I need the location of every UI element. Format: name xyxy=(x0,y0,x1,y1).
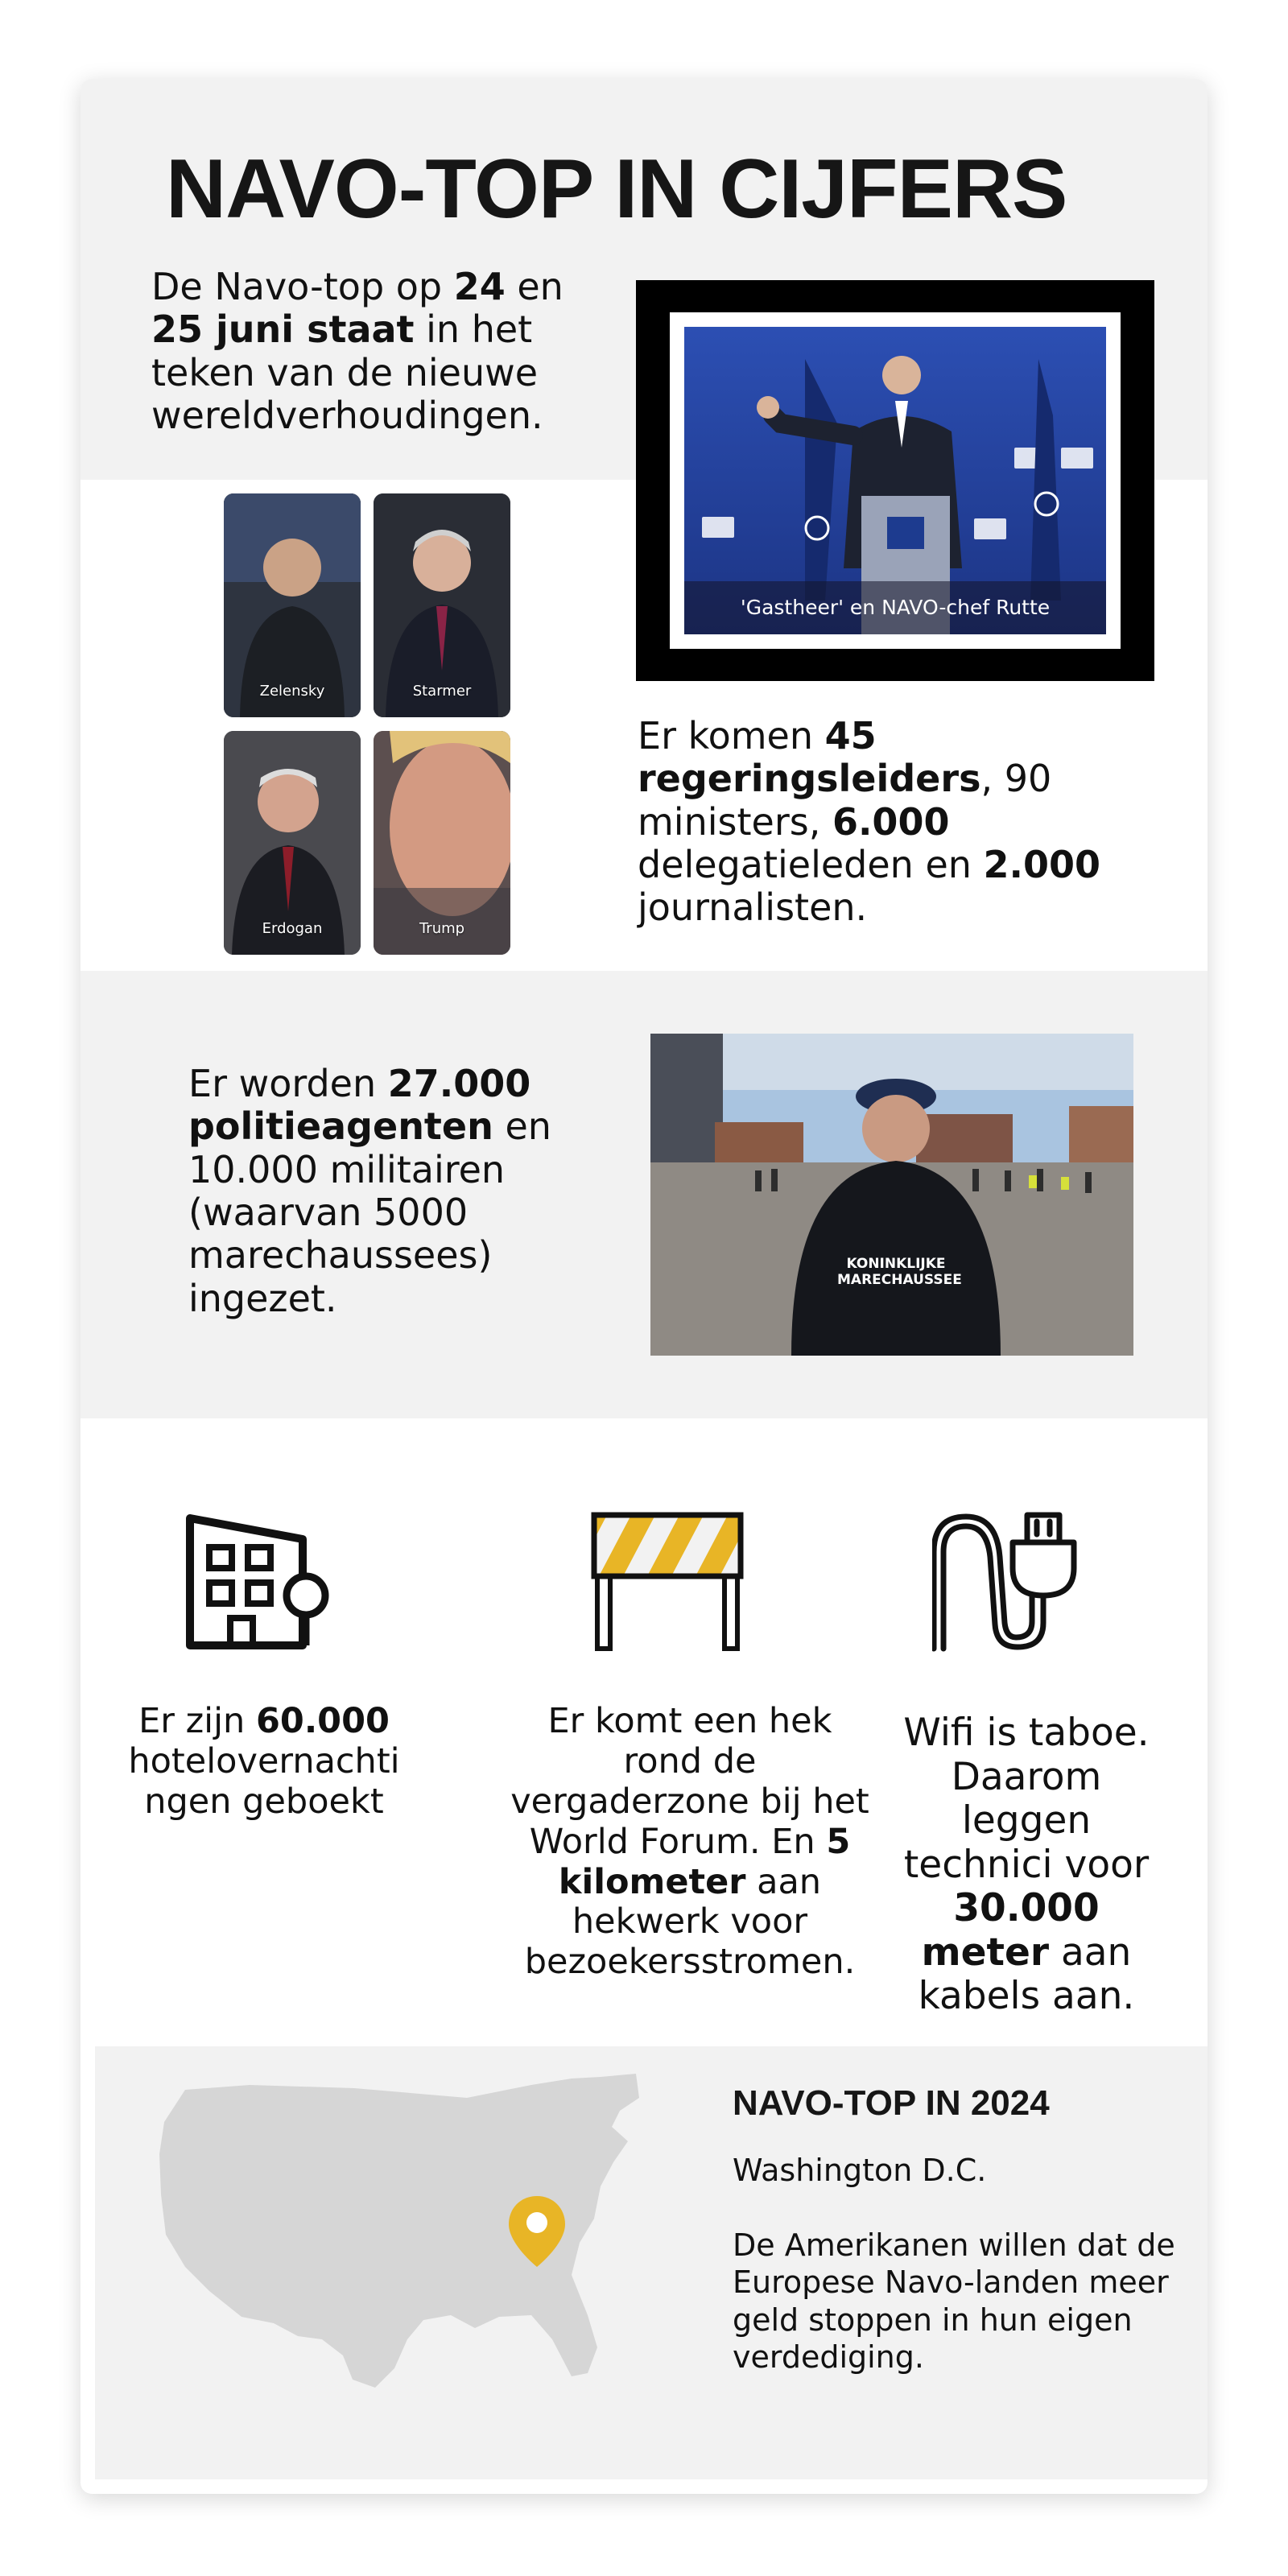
cable-plug-icon xyxy=(932,1512,1085,1660)
jacket-text: KONINKLIJKE MARECHAUSSEE xyxy=(837,1256,962,1289)
portrait-zelensky xyxy=(224,493,361,717)
marechaussee-illustration xyxy=(650,1034,1133,1356)
photo-caption: 'Gastheer' en NAVO-chef Rutte xyxy=(684,581,1106,634)
portrait-trump xyxy=(374,731,510,955)
summit-2024-description: De Amerikanen willen dat de Europese Navo-landen meer geld stoppen in hun eigen verdediging. xyxy=(733,2227,1175,2376)
portrait-name: Starmer xyxy=(412,683,472,700)
stat-fence: Er komt een hek rond de vergaderzone bij het World Forum. En 5 kilometer aan hekwerk voor bezoekersstromen. xyxy=(510,1701,869,1983)
security-text: Er worden 27.000 politieagenten en 10.000 militairen (waarvan 5000 marechaussees) ingezet. xyxy=(188,1062,551,1320)
photo-marechaussee xyxy=(650,1034,1133,1356)
usa-map-shape xyxy=(153,2074,668,2396)
summit-2024-title: NAVO-TOP IN 2024 xyxy=(733,2083,1050,2123)
portrait-name: Erdogan xyxy=(262,920,323,937)
barrier-icon xyxy=(591,1512,744,1656)
page-title: NAVO-TOP IN CIJFERS xyxy=(166,142,1067,236)
location-pin-icon xyxy=(507,2194,567,2272)
stat-wifi: Wifi is taboe. Daarom leggen technici voor 30.000 meter aan kabels aan. xyxy=(903,1711,1150,2019)
portrait-starmer xyxy=(374,493,510,717)
photo-rutte-frame xyxy=(636,280,1154,681)
attendance-text: Er komen 45 regeringsleiders, 90 ministers, 6.000 delegatieleden en 2.000 journalisten. xyxy=(638,714,1101,930)
stat-hotel: Er zijn 60.000 hotelovernachti ngen geboekt xyxy=(128,1701,400,1822)
portrait-name: Zelensky xyxy=(259,683,325,700)
usa-map xyxy=(153,2074,668,2396)
portrait-erdogan xyxy=(224,731,361,955)
summit-2024-location: Washington D.C. xyxy=(733,2153,987,2188)
photo-rutte xyxy=(684,327,1106,634)
building-icon xyxy=(185,1512,330,1660)
infographic-card xyxy=(80,79,1208,2494)
portrait-name: Trump xyxy=(419,920,465,937)
intro-text: De Navo-top op 24 en 25 juni staat in het teken van de nieuwe wereldverhoudingen. xyxy=(151,265,564,438)
